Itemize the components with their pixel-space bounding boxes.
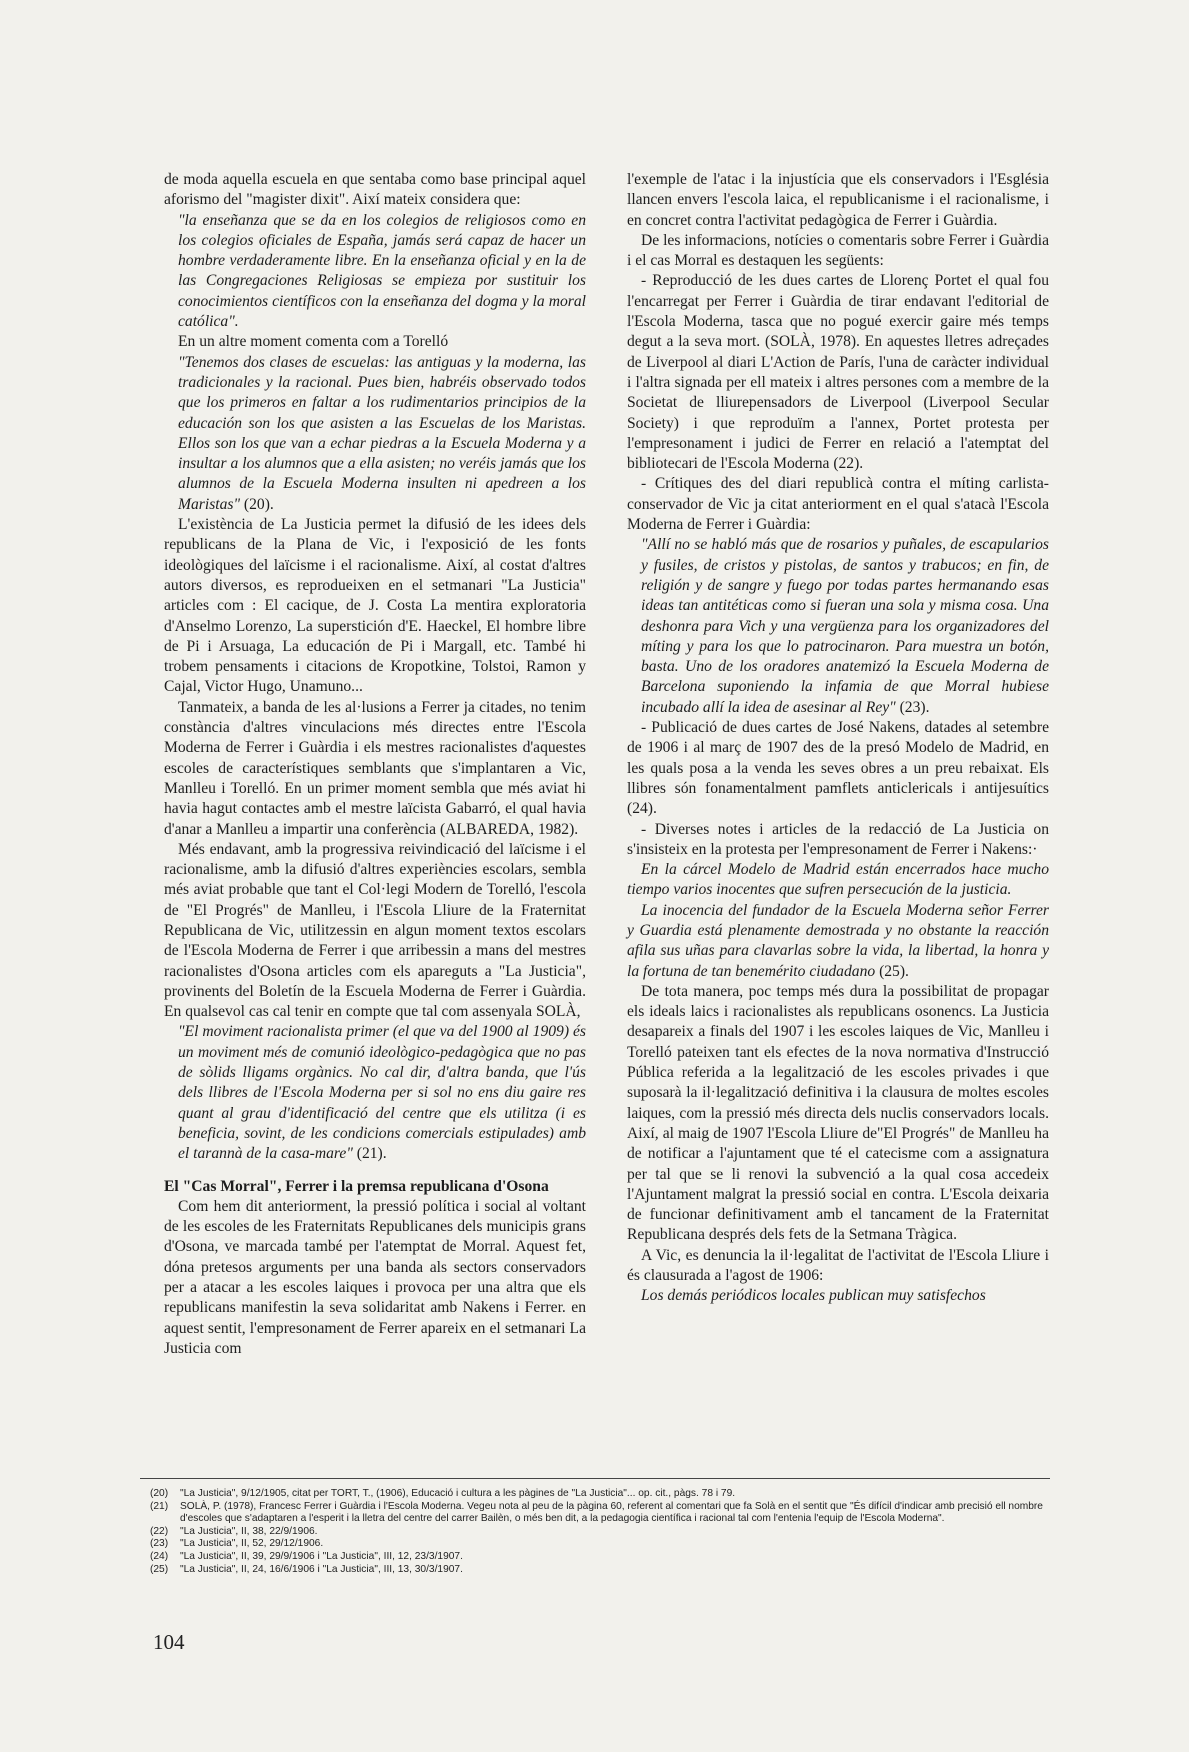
- quotation-text: "Tenemos dos clases de escuelas: las antiguas y la moderna, las tradicionales y la racional. Pues bien, habréis observado todos que los primeros en faltar a los rudimentarios principios de la educación son los que asisten a las Escuelas de los Maristas. Ellos son los que van a echar piedras a la Escuela Moderna y a insultar a los alumnos que a ella asisten; no veréis jamás que los alumnos de la Escuela Moderna insulten ni apedreen a los Maristas": [178, 353, 586, 513]
- footnote-number: (21): [150, 1500, 169, 1512]
- quotation-text: "Allí no se habló más que de rosarios y puñales, de escapularios y fusiles, de cristos y pistolas, de santos y trabucos; en fin, de religión y de sangre y fuego por todas partes hermanando esas ideas tan antitéticas como si fueran una sola y misma cosa. Una deshonra para Vich y una vergüenza para los organizadores del míting y para los que lo patrocinaron. Para muestra un botón, basta. Uno de los oradores anatemizó la Escuela Moderna de Barcelona suponiendo la infamia de que Morral hubiese incubado allí la idea de asesinar al Rey": [641, 536, 1049, 716]
- quotation: [164, 353, 586, 515]
- paragraph: - Reproducció de les dues cartes de Llorenç Portet el qual fou l'encarregat per Ferrer i Guàrdia de tirar endavant l'editorial de l'Escola Moderna, tasca que no pogué exercir gaire més temps degut a la seva mort. (SOLÀ, 1978). En aquestes lletres adreçades de Liverpool al diari L'Action de París, l'una de caràcter individual i l'altra signada per ell mateix i altres persones com a membre de la Societat de lliurepensadors de Liverpool (Liverpool Secular Society) i que reproduïm a l'annex, Portet protesta per l'empresonament i judici de Ferrer en relació a l'atemptat del bibliotecari de l'Escola Moderna (22).: [627, 272, 1049, 473]
- footnote-number: (23): [150, 1538, 169, 1550]
- paragraph: Com hem dit anteriorment, la pressió política i social al voltant de les escoles de les Fraternitats Republicanes dels municipis grans d'Osona, ve marcada també per l'atemptat de Morral. Aquest fet, dóna pretesos arguments per una banda als sectors conservadors per a atacar a les escoles laiques i provoca per una altra que els republicans manifestin la seva solidaritat amb Nakens i Ferrer. en aquest sentit, l'empresonament de Ferrer apareix en el setmanari La Justicia com: [164, 1197, 586, 1357]
- footnote-ref: (21).: [352, 1145, 387, 1163]
- quotation: "la enseñanza que se da en los colegios de religiosos como en los colegios oficiales de España, jamás será capaz de hacer un hombre verdaderamente libre. En la enseñanza oficial y en la de las Congregaciones Religiosas se empieza por sustituir los conocimientos científicos con la enseñanza del dogma y la moral católica".: [178, 211, 586, 331]
- footnote: [150, 1551, 1050, 1564]
- quotation: [164, 1022, 586, 1164]
- quotation: [627, 535, 1049, 718]
- paragraph: l'exemple de l'atac i la injustícia que els conservadors i l'Església llancen envers l'escola laica, el republicanisme i el racionalisme, i en concret contra l'activitat pedagògica de Ferrer i Guàrdia.: [627, 171, 1049, 229]
- paragraph: - Crítiques des del diari republicà contra el míting carlista-conservador de Vic ja citat anteriorment en el qual s'atacà l'Escola Moderna de Ferrer i Guàrdia:: [627, 475, 1049, 534]
- section-heading: El "Cas Morral", Ferrer i la premsa republicana d'Osona: [164, 1177, 549, 1195]
- footnote: [150, 1564, 1050, 1577]
- paragraph: - Publicació de dues cartes de José Nakens, datades al setembre de 1906 i al març de 1907 des de la presó Modelo de Madrid, en les quals posa a la venda les seves obres a un preu rebaixat. Els llibres són fonamentalment pamflets anticlericals i antijesuítics (24).: [627, 719, 1049, 818]
- footnote-number: (25): [150, 1563, 169, 1575]
- paragraph: L'existència de La Justicia permet la difusió de les idees dels republicans de la Plana de Vic, i l'exposició de les fonts ideològiques del laïcisme i el racionalisme. Així, al costat d'altres autors diversos, es reprodueixen en el setmanari "La Justicia" articles com : El cacique, de J. Costa La mentira exploratoria d'Anselmo Lorenzo, La superstición d'E. Haeckel, El hombre libre de Pi i Arsuaga, La educación de Pi i Margall, etc. També hi trobem pensaments i citacions de Kropotkine, Tolstoi, Ramon y Cajal, Victor Hugo, Unamuno...: [164, 516, 586, 696]
- paragraph: Tanmateix, a banda de les al·lusions a Ferrer ja citades, no tenim constància d'altres vinculacions més directes entre l'Escola Moderna de Ferrer i Guàrdia i els mestres racionalistes d'aquestes escoles de característiques semblants que s'implantaren a Vic, Manlleu i Torelló. En un primer moment sembla que més aviat hi havia hagut contactes amb el mestre laïcista Gabarró, el qual havia d'anar a Manlleu a impartir una conferència (ALBAREDA, 1982).: [164, 698, 586, 838]
- footnotes: [150, 1488, 1050, 1576]
- paragraph: De les informacions, notícies o comentaris sobre Ferrer i Guàrdia i el cas Morral es destaquen les següents:: [627, 231, 1049, 270]
- paragraph: de moda aquella escuela en que sentaba como base principal aquel aforismo del "magister dixit". Així mateix considera que:: [164, 171, 586, 209]
- paragraph: A Vic, es denuncia la il·legalitat de l'activitat de l'Escola Lliure i és clausurada a l'agost de 1906:: [627, 1246, 1049, 1285]
- footnote-text: "La Justicia", 9/12/1905, citat per TORT, T., (1906), Educació i cultura a les pàgines de "La Justicia"... op. cit., pàgs. 78 i 79.: [180, 1488, 736, 1499]
- right-column: [627, 170, 1049, 1307]
- footnote: [150, 1526, 1050, 1539]
- quotation-text: "El moviment racionalista primer (el que va del 1900 al 1909) és un moviment més de comunió ideològico-pedagògica que no pas de sòlids lligams orgànics. No cal dir, d'altra banda, que l'ús dels llibres de l'Escola Moderna per si sol no ens diu gaire res quant al grau d'identificació del centre que els utilitza (i es beneficia, sovint, de les condicions comercials estipulades) amb el tarannà de la casa-mare": [178, 1023, 586, 1163]
- footnote-text: "La Justicia", II, 39, 29/9/1906 i "La Justicia", III, 12, 23/3/1907.: [180, 1550, 463, 1562]
- page-number: 104: [153, 1630, 185, 1654]
- footnote: [150, 1488, 1050, 1501]
- quotation: Los demás periódicos locales publican muy satisfechos: [641, 1287, 986, 1305]
- footnote-text: "La Justicia", II, 38, 22/9/1906.: [180, 1525, 318, 1537]
- footnote: [150, 1538, 1050, 1551]
- footnote-text: SOLÀ, P. (1978), Francesc Ferrer i Guàrdia i l'Escola Moderna. Vegeu nota al peu de la pàgina 60, referent al comentari que fa Solà en el sentit que "És difícil d'indicar amb precisió ell nombre d'escoles que s'adaptaren a l'esperit i la lletra del centre del carrer Bailèn, o més ben dit, a la pedagogia científica i racional tal com l'entenia l'equip de l'Escola Moderna".: [180, 1500, 1043, 1525]
- footnote-text: "La Justicia", II, 24, 16/6/1906 i "La Justicia", III, 13, 30/3/1907.: [180, 1563, 463, 1575]
- footnote-number: (20): [150, 1488, 169, 1499]
- footnote-number: (24): [150, 1550, 169, 1562]
- footnote-divider: [140, 1478, 1050, 1479]
- paragraph: En un altre moment comenta com a Torelló: [178, 333, 449, 351]
- quotation-text: La inocencia del fundador de la Escuela Moderna señor Ferrer y Guardia está plenamente demostrada y no obstante la reacción afila sus uñas para clavarlas sobre la vida, la libertad, la honra y la fortuna de tan benemérito ciudadano: [627, 901, 1049, 980]
- footnote-ref: (23).: [895, 698, 930, 716]
- footnote: [150, 1501, 1050, 1526]
- quotation: En la cárcel Modelo de Madrid están encerrados hace mucho tiempo varios inocentes que sufren persecución de la justicia.: [627, 861, 1049, 899]
- paragraph: De tota manera, poc temps més dura la possibilitat de propagar els ideals laics i racionalistes als republicans osonencs. La Justicia desapareix a finals del 1907 i les escoles laiques de Vic, Manlleu i Torelló pateixen tant els efectes de la nova normativa d'Instrucció Pública referida a la legalització de les escoles privades i que suposarà la il·legalització definitiva i la clausura de moltes escoles laiques, com la pressió més directa dels nuclis conservadors locals. Així, al maig de 1907 l'Escola Lliure de"El Progrés" de Manlleu ha de notificar a l'ajuntament que té el catecisme com a assignatura per tal que se li renovi la subvenció a la qual cosa accedeix l'Ajuntament malgrat la pressió social en contra. L'Escola deixaria de funcionar definitivament amb el tancament de la Fraternitat Republicana després dels fets de la Setmana Tràgica.: [627, 982, 1049, 1244]
- quotation: [627, 901, 1049, 982]
- paragraph: Més endavant, amb la progressiva reivindicació del laïcisme i el racionalisme, amb la difusió d'altres experiències escolars, sembla més aviat probable que tant el Col·legi Modern de Torelló, l'escola de "El Progrés" de Manlleu, i l'Escola Lliure de la Fraternitat Republicana de Vic, utilitzessin en algun moment textos escolars de l'Escola Moderna de Ferrer i que arribessin a mans del mestres racionalistes d'Osona articles com els apareguts a "La Justicia", provinents del Boletín de la Escuela Moderna de Ferrer i Guàrdia. En qualsevol cas cal tenir en compte que tal com assenyala SOLÀ,: [164, 840, 586, 1021]
- footnote-ref: (20).: [240, 495, 274, 513]
- footnote-text: "La Justicia", II, 52, 29/12/1906.: [180, 1538, 324, 1550]
- left-column: [164, 170, 586, 1359]
- paragraph: - Diverses notes i articles de la redacció de La Justicia on s'insisteix en la protesta per l'empresonament de Ferrer i Nakens:·: [627, 820, 1049, 858]
- footnote-ref: (25).: [875, 962, 909, 980]
- footnote-number: (22): [150, 1525, 169, 1537]
